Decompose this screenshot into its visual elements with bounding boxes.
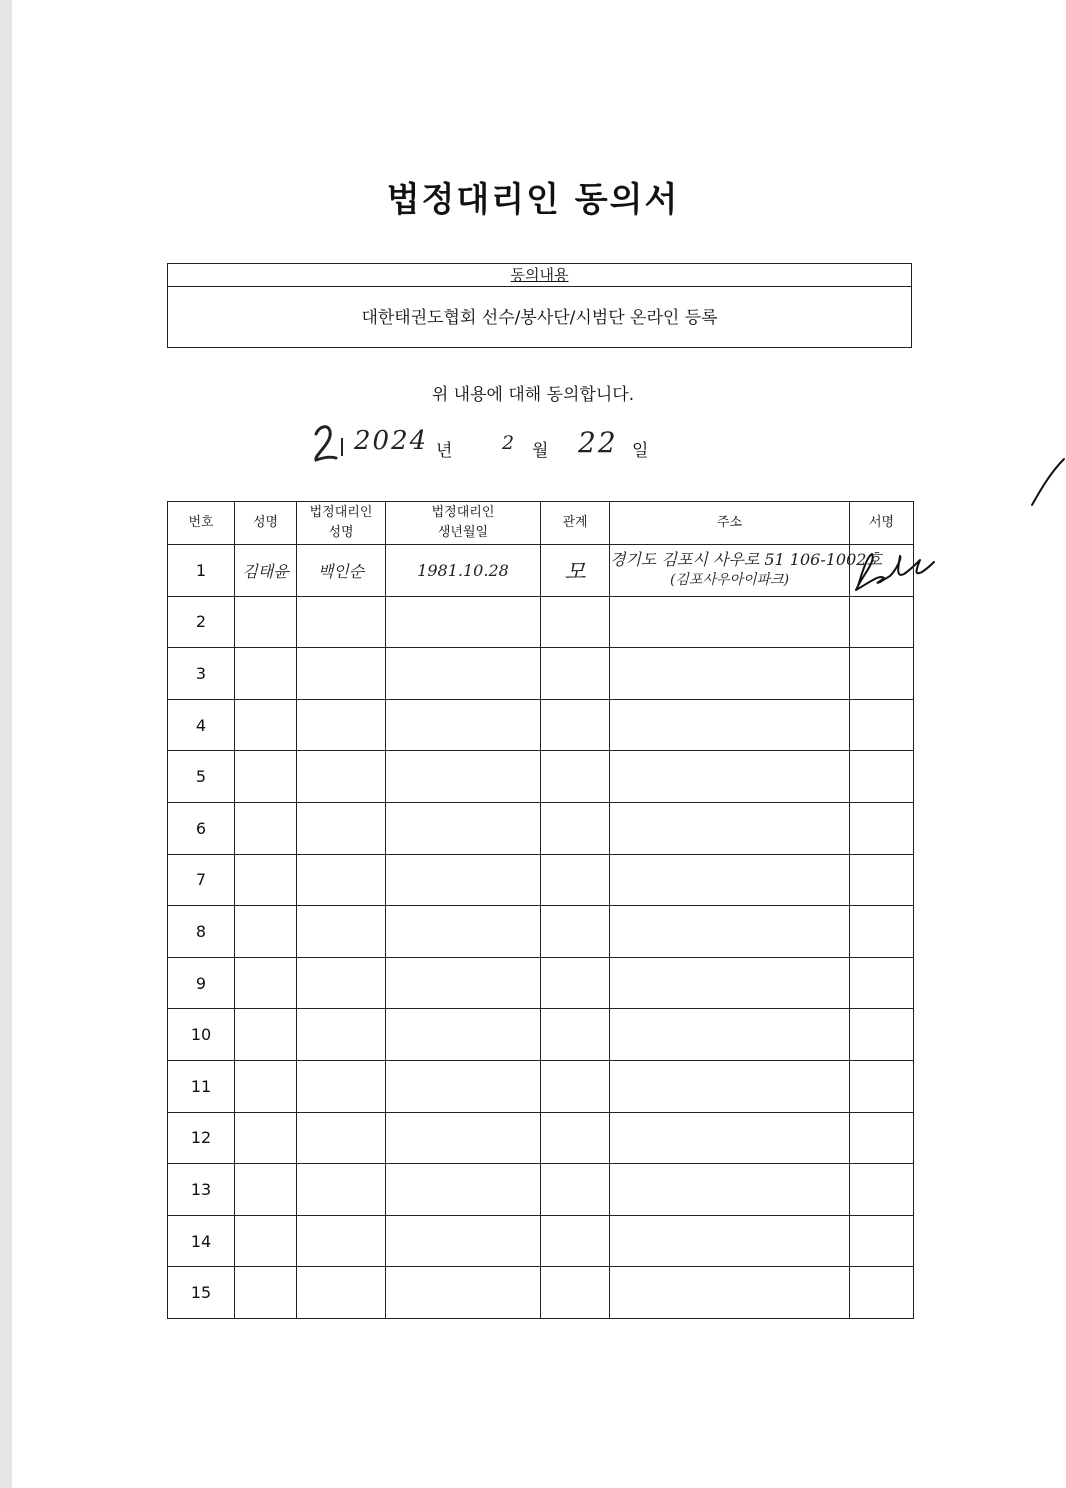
table-header-row — [168, 502, 914, 545]
row-number: 15 — [168, 1267, 235, 1319]
header-guardian-birth-line1: 법정대리인 — [431, 505, 495, 520]
table-row — [168, 802, 914, 854]
consent-header-label: 동의내용 — [510, 266, 569, 284]
header-address: 주소 — [610, 502, 850, 545]
table-row — [168, 854, 914, 906]
header-guardian-birth-line2: 생년월일 — [437, 525, 489, 540]
consent-text: 대한태권도협회 선수/봉사단/시범단 온라인 등록 — [361, 308, 718, 328]
row-number: 5 — [168, 751, 235, 803]
table-row — [168, 751, 914, 803]
row-number: 8 — [168, 906, 235, 958]
row-number: 13 — [168, 1164, 235, 1216]
table-row — [168, 957, 914, 1009]
date-year-unit: 년 — [436, 441, 453, 461]
date-month-unit: 월 — [532, 441, 549, 461]
header-number: 번호 — [168, 502, 235, 545]
row-number: 10 — [168, 1009, 235, 1061]
header-guardian-name — [297, 502, 386, 545]
date-year-handwritten: 2024 — [354, 426, 429, 456]
row-guardian-birth: 1981.10.28 — [386, 545, 541, 597]
row-number: 7 — [168, 854, 235, 906]
table-row — [168, 1060, 914, 1112]
agreement-text: 위 내용에 대해 동의합니다. — [431, 385, 635, 405]
pen-stroke-icon — [1026, 455, 1066, 515]
table-row — [168, 596, 914, 648]
header-name: 성명 — [235, 502, 297, 545]
row-address — [610, 545, 882, 597]
date-day-unit: 일 — [632, 441, 649, 461]
row-address-line1: 경기도 김포시 사우로 51 106-1002호 — [610, 550, 882, 570]
row-number: 6 — [168, 802, 235, 854]
row-number: 3 — [168, 648, 235, 700]
table-row — [168, 1009, 914, 1061]
header-relation: 관계 — [541, 502, 610, 545]
header-signature: 서명 — [850, 502, 914, 545]
table-row — [168, 1215, 914, 1267]
header-guardian-name-line1: 법정대리인 — [309, 505, 373, 520]
date-day-handwritten: 22 — [578, 426, 618, 459]
row-number: 14 — [168, 1215, 235, 1267]
handwritten-mark-icon — [310, 420, 350, 464]
consent-header — [168, 264, 911, 287]
document-title: 법정대리인 동의서 — [386, 180, 680, 220]
table-row — [168, 1112, 914, 1164]
row-number: 2 — [168, 596, 235, 648]
guardian-table — [167, 501, 914, 1319]
row-address-line2: (김포사우아이파크) — [669, 572, 790, 589]
date-row — [310, 420, 710, 470]
row-name: 김태윤 — [235, 545, 297, 597]
table-row — [168, 1267, 914, 1319]
date-month-handwritten: 2 — [502, 432, 515, 454]
header-guardian-name-line2: 성명 — [328, 525, 354, 540]
header-guardian-birth — [386, 502, 541, 545]
table-row — [168, 648, 914, 700]
row-number: 1 — [168, 545, 235, 597]
row-relation: 모 — [541, 545, 610, 597]
row-number: 9 — [168, 957, 235, 1009]
table-row — [168, 906, 914, 958]
table-row — [168, 699, 914, 751]
table-row — [168, 1164, 914, 1216]
table-row — [168, 545, 914, 597]
row-guardian-name: 백인순 — [297, 545, 386, 597]
consent-box — [167, 263, 912, 348]
row-number: 4 — [168, 699, 235, 751]
row-number: 11 — [168, 1060, 235, 1112]
row-number: 12 — [168, 1112, 235, 1164]
